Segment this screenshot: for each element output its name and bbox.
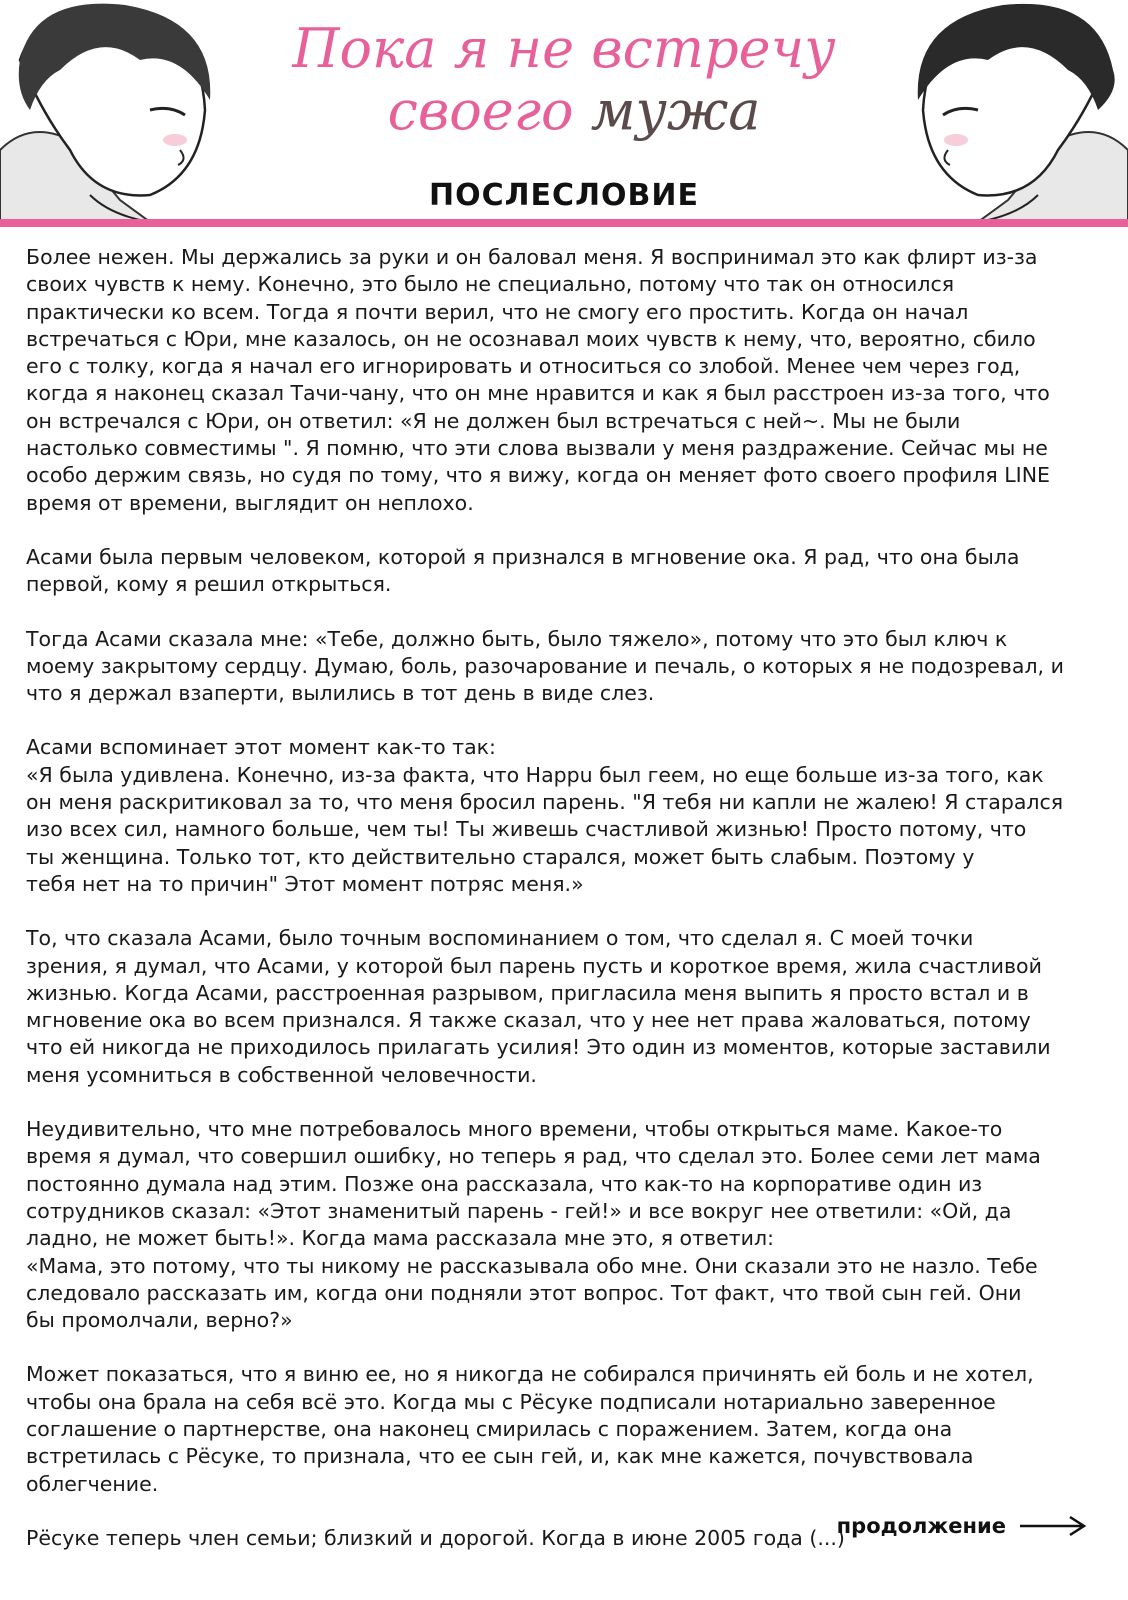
text-line: Асами вспоминает этот момент как-то так: — [26, 735, 496, 760]
text-line: облегчение. — [26, 1471, 159, 1496]
text-line: следовало рассказать им, когда они подняли этот вопрос. Тот факт, что твой сын гей. Они — [26, 1280, 1022, 1305]
text-line: практически ко всем. Тогда я почти верил, что не смогу его простить. Когда он начал — [26, 299, 969, 324]
header-divider — [0, 219, 1128, 227]
text-line: ладно, не может быть!». Когда мама рассказала мне это, я ответил: — [26, 1226, 774, 1251]
text-line: своих чувств к нему. Конечно, это было не специально, потому что так он относился — [26, 272, 955, 297]
text-line: Более нежен. Мы держались за руки и он баловал меня. Я воспринимал это как флирт из-за — [26, 245, 1038, 269]
section-title: ПОСЛЕСЛОВИЕ — [429, 178, 699, 213]
text-line: соглашение о партнерстве, она наконец смирилась с поражением. Затем, когда она — [26, 1416, 953, 1441]
manga-title-logo — [280, 18, 848, 158]
text-line: что ей никогда не приходилось прилагать усилия! Это один из моментов, которые заставили — [26, 1035, 1051, 1060]
text-line: ты женщина. Только тот, кто действительно старался, может быть слабым. Поэтому у — [26, 844, 975, 869]
text-line: То, что сказала Асами, было точным воспоминанием о том, что сделал я. С моей точки — [26, 926, 974, 951]
text-line: Асами была первым человеком, которой я признался в мгновение ока. Я рад, что она была — [26, 544, 1020, 569]
continue-indicator — [837, 1514, 1088, 1538]
text-line: «Мама, это потому, что ты никому не рассказывала обо мне. Они сказали это не назло. Тебе — [26, 1253, 1038, 1278]
text-line: время от времени, выглядит он неплохо. — [26, 490, 474, 515]
text-line: его с толку, когда я начал его игнорировать и относиться со злобой. Менее чем через год, — [26, 354, 1021, 379]
text-line: настолько совместимы ". Я помню, что эти слова вызвали у меня раздражение. Сейчас мы не — [26, 436, 1048, 461]
paragraph — [26, 734, 1102, 898]
header — [0, 0, 1128, 232]
text-line: бы промолчали, верно?» — [26, 1308, 293, 1333]
afterword-text — [26, 244, 1102, 1579]
text-line: Рёсуке теперь член семьи; близкий и дорогой. Когда в июне 2005 года (...) — [26, 1525, 845, 1550]
text-line: изо всех сил, намного больше, чем ты! Ты живешь счастливой жизнью! Просто потому, что — [26, 817, 1027, 842]
paragraph — [26, 925, 1102, 1089]
text-line: меня усомниться в собственной человечности. — [26, 1062, 537, 1087]
text-line: время я думал, что совершил ошибку, но теперь я рад, что сделал это. Более семи лет мама — [26, 1144, 1041, 1169]
text-line: чтобы она брала на себя всё это. Когда мы с Рёсуке подписали нотариально заверенное — [26, 1389, 996, 1414]
paragraph — [26, 1116, 1102, 1334]
title-word-own: своего — [387, 79, 574, 142]
text-line: сотрудников сказал: «Этот знаменитый парень - гей!» и все вокруг нее ответили: «Ой, да — [26, 1198, 1012, 1223]
text-line: «Я была удивлена. Конечно, из-за факта, что Нappu был геем, но еще больше из-за того, как — [26, 762, 1044, 787]
text-line: Неудивительно, что мне потребовалось много времени, чтобы открыться маме. Какое-то — [26, 1117, 1003, 1142]
text-line: особо держим связь, но судя по тому, что я вижу, когда он меняет фото своего профиля LINE — [26, 463, 1050, 488]
paragraph — [26, 1361, 1102, 1497]
text-line: первой, кому я решил открыться. — [26, 572, 392, 597]
text-line: моему закрытому сердцу. Думаю, боль, разочарование и печаль, о которых я не подозревал, и — [26, 653, 1064, 678]
text-line: Может показаться, что я виню ее, но я никогда не собирался причинять ей боль и не хотел, — [26, 1362, 1034, 1387]
text-line: что я держал взаперти, вылились в тот день в виде слез. — [26, 681, 655, 706]
text-line: постоянно думала над этим. Позже она рассказала, что как-то на корпоративе один из — [26, 1171, 983, 1196]
title-word-husband: мужа — [590, 79, 761, 142]
paragraph — [26, 544, 1102, 599]
paragraph — [26, 626, 1102, 708]
continue-label: продолжение — [836, 1514, 1006, 1538]
text-line: Тогда Асами сказала мне: «Тебе, должно быть, было тяжело», потому что это был ключ к — [26, 626, 1008, 651]
text-line: встретилась с Рёсуке, то признала, что ее сын гей, и, как мне кажется, почувствовала — [26, 1444, 974, 1469]
text-line: когда я наконец сказал Тачи-чану, что он мне нравится и как я был расстроен из-за того, что — [26, 381, 1050, 406]
text-line: встречаться с Юри, мне казалось, он не осознавал моих чувств к нему, что, вероятно, сбило — [26, 326, 1036, 351]
text-line: жизнью. Когда Асами, расстроенная разрывом, пригласила меня выпить я просто встал и в — [26, 980, 1029, 1005]
text-line: он меня раскритиковал за то, что меня бросил парень. "Я тебя ни капли не жалею! Я старался — [26, 790, 1064, 815]
text-line: он встречался с Юри, он ответил: «Я не должен был встречаться с ней~. Мы не были — [26, 408, 961, 433]
title-line-2 — [280, 80, 848, 142]
paragraph — [26, 244, 1102, 517]
title-line-1: Пока я не встречу — [292, 17, 836, 80]
text-line: тебя нет на то причин" Этот момент потряс меня.» — [26, 871, 584, 896]
arrow-right-icon — [1018, 1514, 1088, 1538]
text-line: мгновение ока во всем признался. Я также сказал, что у нее нет права жаловаться, потому — [26, 1008, 1031, 1033]
text-line: зрения, я думал, что Асами, у которой был парень пусть и короткое время, жила счастливой — [26, 953, 1042, 978]
